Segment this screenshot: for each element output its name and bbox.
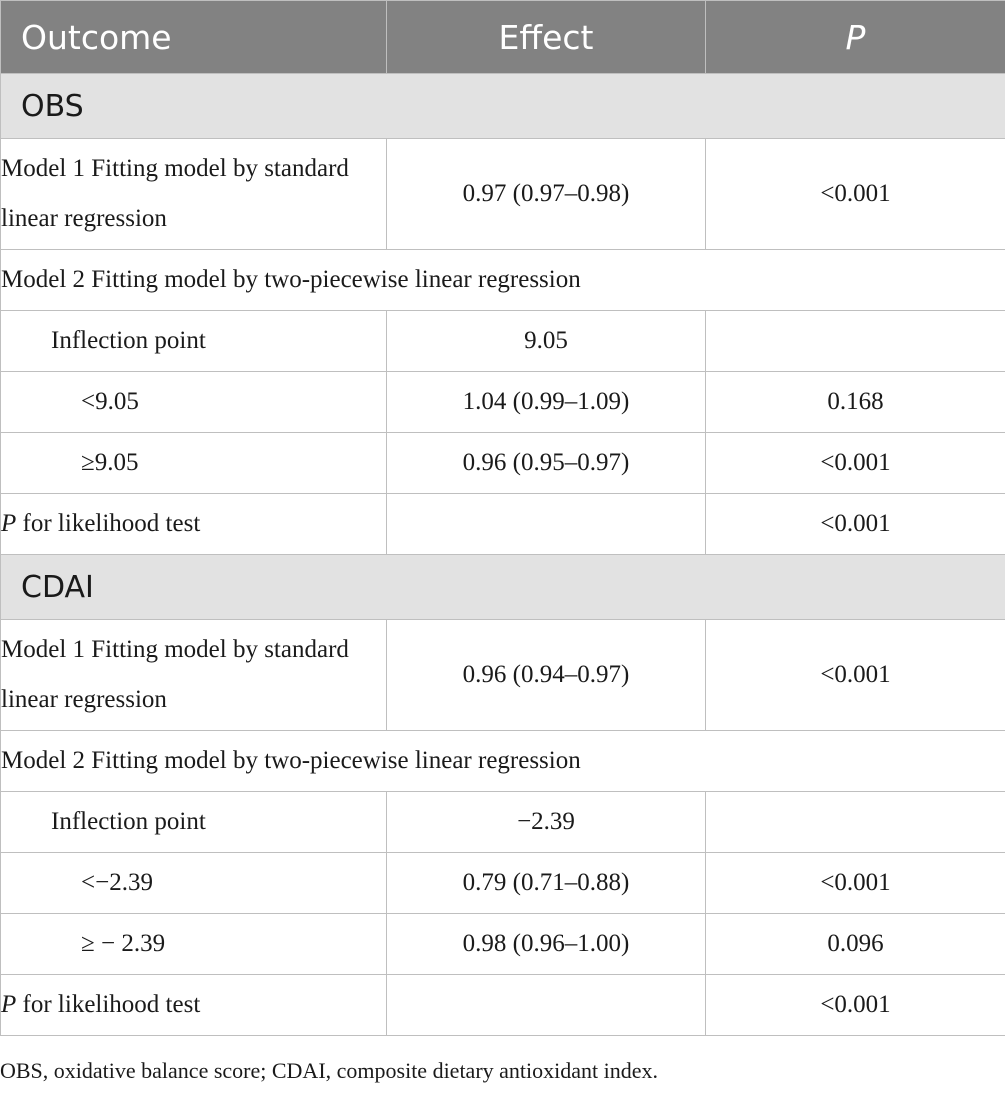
row-p: <0.001 <box>706 975 1005 1036</box>
row-p: <0.001 <box>706 853 1005 914</box>
row-effect: 1.04 (0.99–1.09) <box>387 372 706 433</box>
section-title: CDAI <box>1 555 1005 620</box>
header-effect: Effect <box>387 1 706 74</box>
table-row <box>1 914 1005 975</box>
section-title: OBS <box>1 74 1005 139</box>
row-label <box>1 975 387 1036</box>
row-p <box>706 311 1005 372</box>
row-label: ≥ − 2.39 <box>1 914 387 975</box>
row-label <box>1 494 387 555</box>
row-effect <box>387 975 706 1036</box>
row-label-rest: for likelihood test <box>16 991 201 1018</box>
row-p: <0.001 <box>706 494 1005 555</box>
row-effect: 0.96 (0.95–0.97) <box>387 433 706 494</box>
row-effect: 0.98 (0.96–1.00) <box>387 914 706 975</box>
row-label: <9.05 <box>1 372 387 433</box>
row-effect: 9.05 <box>387 311 706 372</box>
table-row <box>1 731 1005 792</box>
row-label: <−2.39 <box>1 853 387 914</box>
table-row <box>1 792 1005 853</box>
header-p: P <box>706 1 1005 74</box>
section-row-obs <box>1 74 1005 139</box>
row-label: Model 2 Fitting model by two-piecewise linear regression <box>1 731 1005 792</box>
row-effect: −2.39 <box>387 792 706 853</box>
table-row <box>1 975 1005 1036</box>
row-effect: 0.96 (0.94–0.97) <box>387 620 706 731</box>
row-label: Model 1 Fitting model by standard linear regression <box>1 620 387 731</box>
row-p: <0.001 <box>706 620 1005 731</box>
row-p: 0.096 <box>706 914 1005 975</box>
row-p: 0.168 <box>706 372 1005 433</box>
row-p: <0.001 <box>706 433 1005 494</box>
row-label: ≥9.05 <box>1 433 387 494</box>
row-label-rest: for likelihood test <box>16 510 201 537</box>
row-label: Model 2 Fitting model by two-piecewise linear regression <box>1 250 1005 311</box>
p-italic: P <box>1 510 17 537</box>
row-p: <0.001 <box>706 139 1005 250</box>
row-effect: 0.79 (0.71–0.88) <box>387 853 706 914</box>
p-italic: P <box>1 991 17 1018</box>
row-effect: 0.97 (0.97–0.98) <box>387 139 706 250</box>
row-effect <box>387 494 706 555</box>
table-row <box>1 311 1005 372</box>
row-label: Model 1 Fitting model by standard linear regression <box>1 139 387 250</box>
table-header-row <box>1 1 1005 74</box>
table-footnote: OBS, oxidative balance score; CDAI, composite dietary antioxidant index. <box>0 1058 659 1083</box>
table-row <box>1 853 1005 914</box>
table-row <box>1 139 1005 250</box>
row-label: Inflection point <box>1 311 387 372</box>
section-row-cdai <box>1 555 1005 620</box>
table-row <box>1 433 1005 494</box>
table-row <box>1 620 1005 731</box>
row-label: Inflection point <box>1 792 387 853</box>
row-p <box>706 792 1005 853</box>
table-row <box>1 494 1005 555</box>
table-row <box>1 372 1005 433</box>
header-outcome: Outcome <box>1 1 387 74</box>
table-row <box>1 250 1005 311</box>
